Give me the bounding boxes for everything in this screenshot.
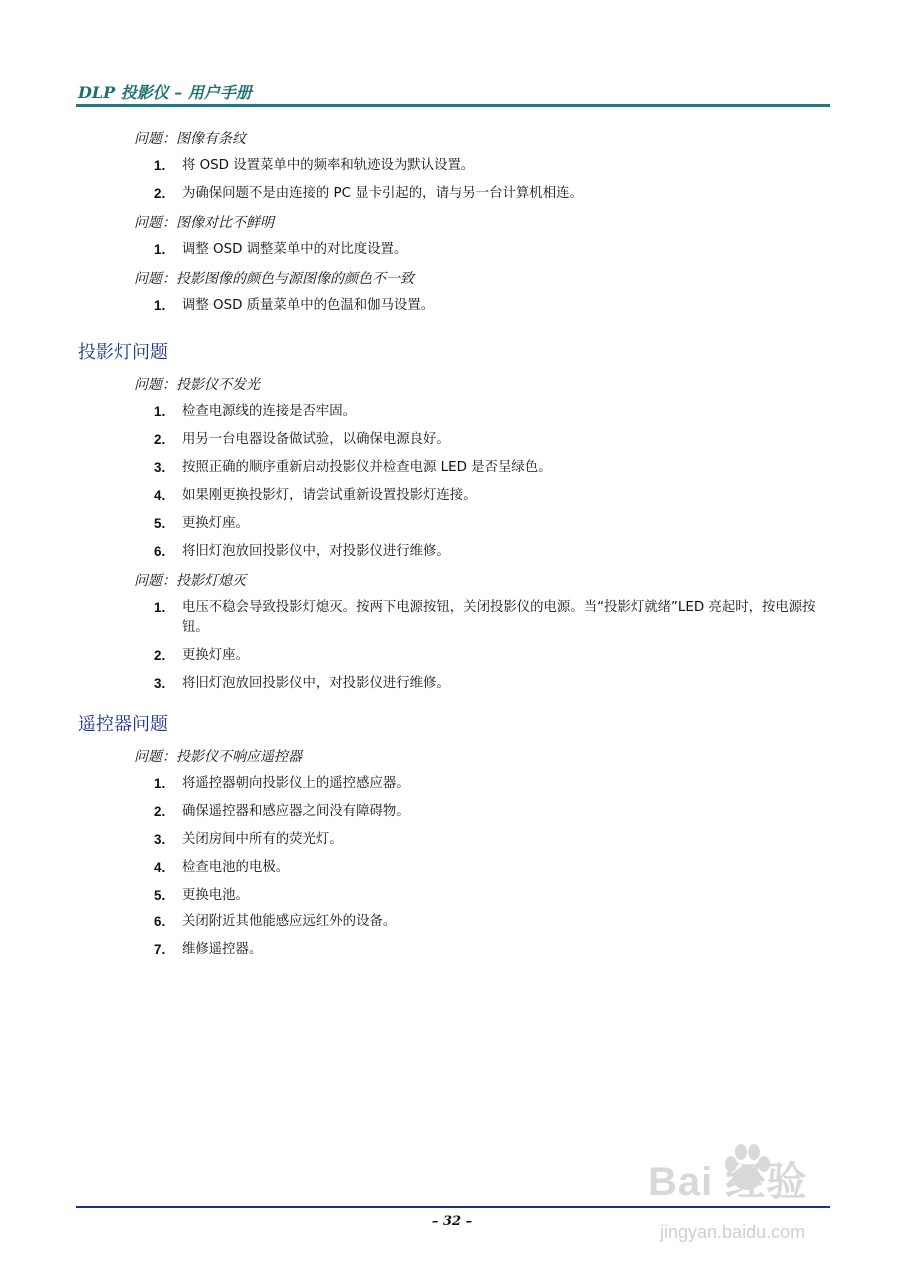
item-text: 更换灯座。 [182,648,249,663]
question-heading: 问题：图像对比不鲜明 [134,215,274,231]
watermark-url: jingyan.baidu.com [660,1222,806,1242]
item-number: 1. [154,242,166,257]
item-text: 将旧灯泡放回投影仪中，对投影仪进行维修。 [182,544,450,559]
page-number: – 32 – [431,1214,473,1229]
question-heading: 问题：投影仪不发光 [134,377,260,393]
item-number: 4. [154,488,166,503]
item-text: 检查电池的电极。 [182,860,290,875]
question-heading: 问题：投影图像的颜色与源图像的颜色不一致 [134,271,414,287]
item-text: 为确保问题不是由连接的 PC 显卡引起的，请与另一台计算机相连。 [182,186,583,201]
item-number: 1. [154,158,166,173]
item-number: 5. [154,516,166,531]
item-number: 3. [154,832,166,847]
item-number: 1. [154,600,166,615]
item-number: 7. [154,942,166,957]
item-text: 调整 OSD 调整菜单中的对比度设置。 [182,242,408,257]
item-number: 1. [154,776,166,791]
item-number: 4. [154,860,166,875]
item-text: 关闭房间中所有的荧光灯。 [182,832,343,847]
item-number: 1. [154,404,166,419]
section-title: 遥控器问题 [78,714,168,735]
question-heading: 问题：投影灯熄灭 [134,573,246,589]
item-text: 将 OSD 设置菜单中的频率和轨迹设为默认设置。 [182,158,475,173]
item-text: 关闭附近其他能感应远红外的设备。 [182,914,397,929]
item-text: 确保遥控器和感应器之间没有障碍物。 [182,804,410,819]
item-text: 更换灯座。 [182,516,249,531]
item-text: 更换电池。 [182,888,249,903]
item-number: 3. [154,460,166,475]
item-text: 如果刚更换投影灯，请尝试重新设置投影灯连接。 [182,488,477,503]
item-text: 将旧灯泡放回投影仪中，对投影仪进行维修。 [182,676,450,691]
item-number: 2. [154,186,166,201]
item-number: 2. [154,648,166,663]
header-title: DLP 投影仪 – 用户手册 [78,83,252,102]
item-number: 6. [154,544,166,559]
item-text: 调整 OSD 质量菜单中的色温和伽马设置。 [182,298,435,313]
watermark-logo: Bai 经验 [648,1160,808,1204]
header-rule [76,104,830,107]
item-text: 用另一台电器设备做试验，以确保电源良好。 [182,432,450,447]
item-number: 3. [154,676,166,691]
item-number: 5. [154,888,166,903]
item-text: 按照正确的顺序重新启动投影仪并检查电源 LED 是否呈绿色。 [182,460,552,475]
item-text: 将遥控器朝向投影仪上的遥控感应器。 [182,776,410,791]
item-text: 电压不稳会导致投影灯熄灭。按两下电源按钮，关闭投影仪的电源。当“投影灯就绪”LED 亮起时，按电源按钮。 [182,600,816,635]
question-heading: 问题：投影仪不响应遥控器 [134,749,302,765]
item-number: 2. [154,804,166,819]
item-number: 6. [154,914,166,929]
item-text: 检查电源线的连接是否牢固。 [182,404,357,419]
footer-rule [76,1206,830,1208]
item-number: 1. [154,298,166,313]
item-number: 2. [154,432,166,447]
question-heading: 问题：图像有条纹 [134,131,246,147]
item-text: 维修遥控器。 [182,942,263,957]
section-title: 投影灯问题 [78,342,168,363]
